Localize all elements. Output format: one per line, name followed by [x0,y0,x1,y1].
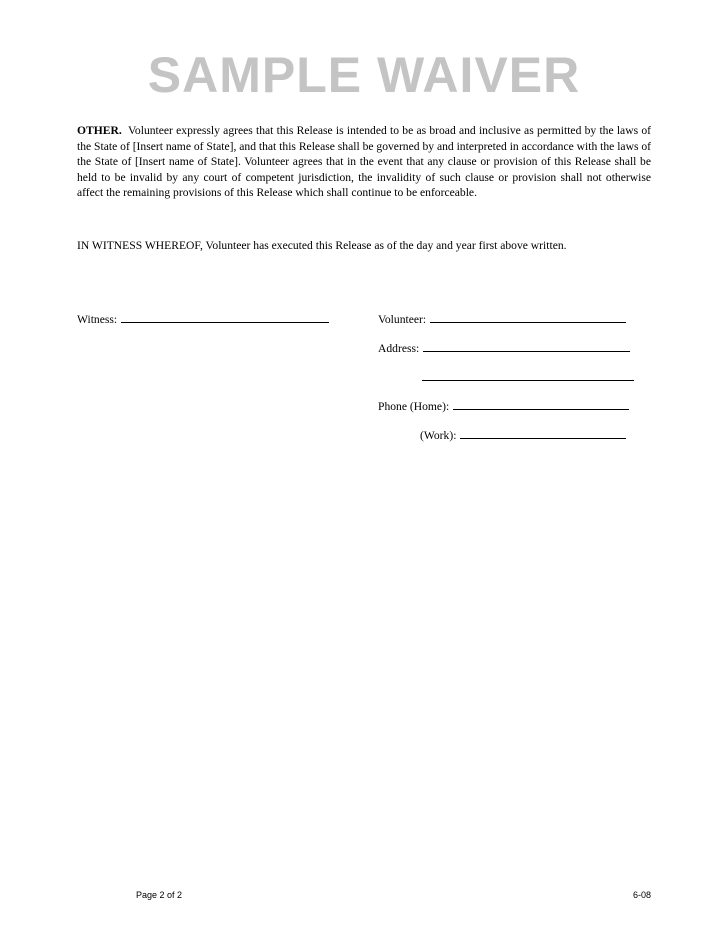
address-line-2[interactable] [422,369,634,381]
revision-code: 6-08 [632,890,651,900]
witness-label: Witness: [77,313,118,326]
other-clause-heading: OTHER. [77,124,122,137]
phone-home-field [378,398,629,414]
address-label: Address: [378,342,420,355]
witness-signature-line[interactable] [121,311,329,323]
phone-work-field [420,427,626,443]
witness-signature-field [77,311,329,327]
phone-work-label: (Work): [420,429,457,442]
other-clause [77,123,651,201]
phone-home-label: Phone (Home): [378,400,450,413]
phone-work-line[interactable] [460,427,626,439]
page-number: Page 2 of 2 [136,890,183,900]
other-clause-text: Volunteer expressly agrees that this Release is intended to be as broad and inclusive as permitted by the laws of the State of [Insert name of State], and that this Release shall be governed by and interpreted in accordance with the laws of the State of [Insert name of State]. Volunteer agrees that in the event that any clause or provision of this Release shall be held to be invalid by any court of competent jurisdiction, the invalidity of such clause or provision shall not otherwise affect the remaining provisions of this Release which shall continue to be enforceable. [77,124,652,200]
address-field-continued [422,369,634,381]
volunteer-label: Volunteer: [378,313,427,326]
address-line-1[interactable] [423,340,630,352]
address-field [378,340,630,356]
document-title: SAMPLE WAIVER [147,47,581,103]
volunteer-signature-line[interactable] [430,311,626,323]
witness-statement: IN WITNESS WHEREOF, Volunteer has executed this Release as of the day and year first above written. [77,239,567,252]
volunteer-signature-field [378,311,626,327]
phone-home-line[interactable] [453,398,629,410]
